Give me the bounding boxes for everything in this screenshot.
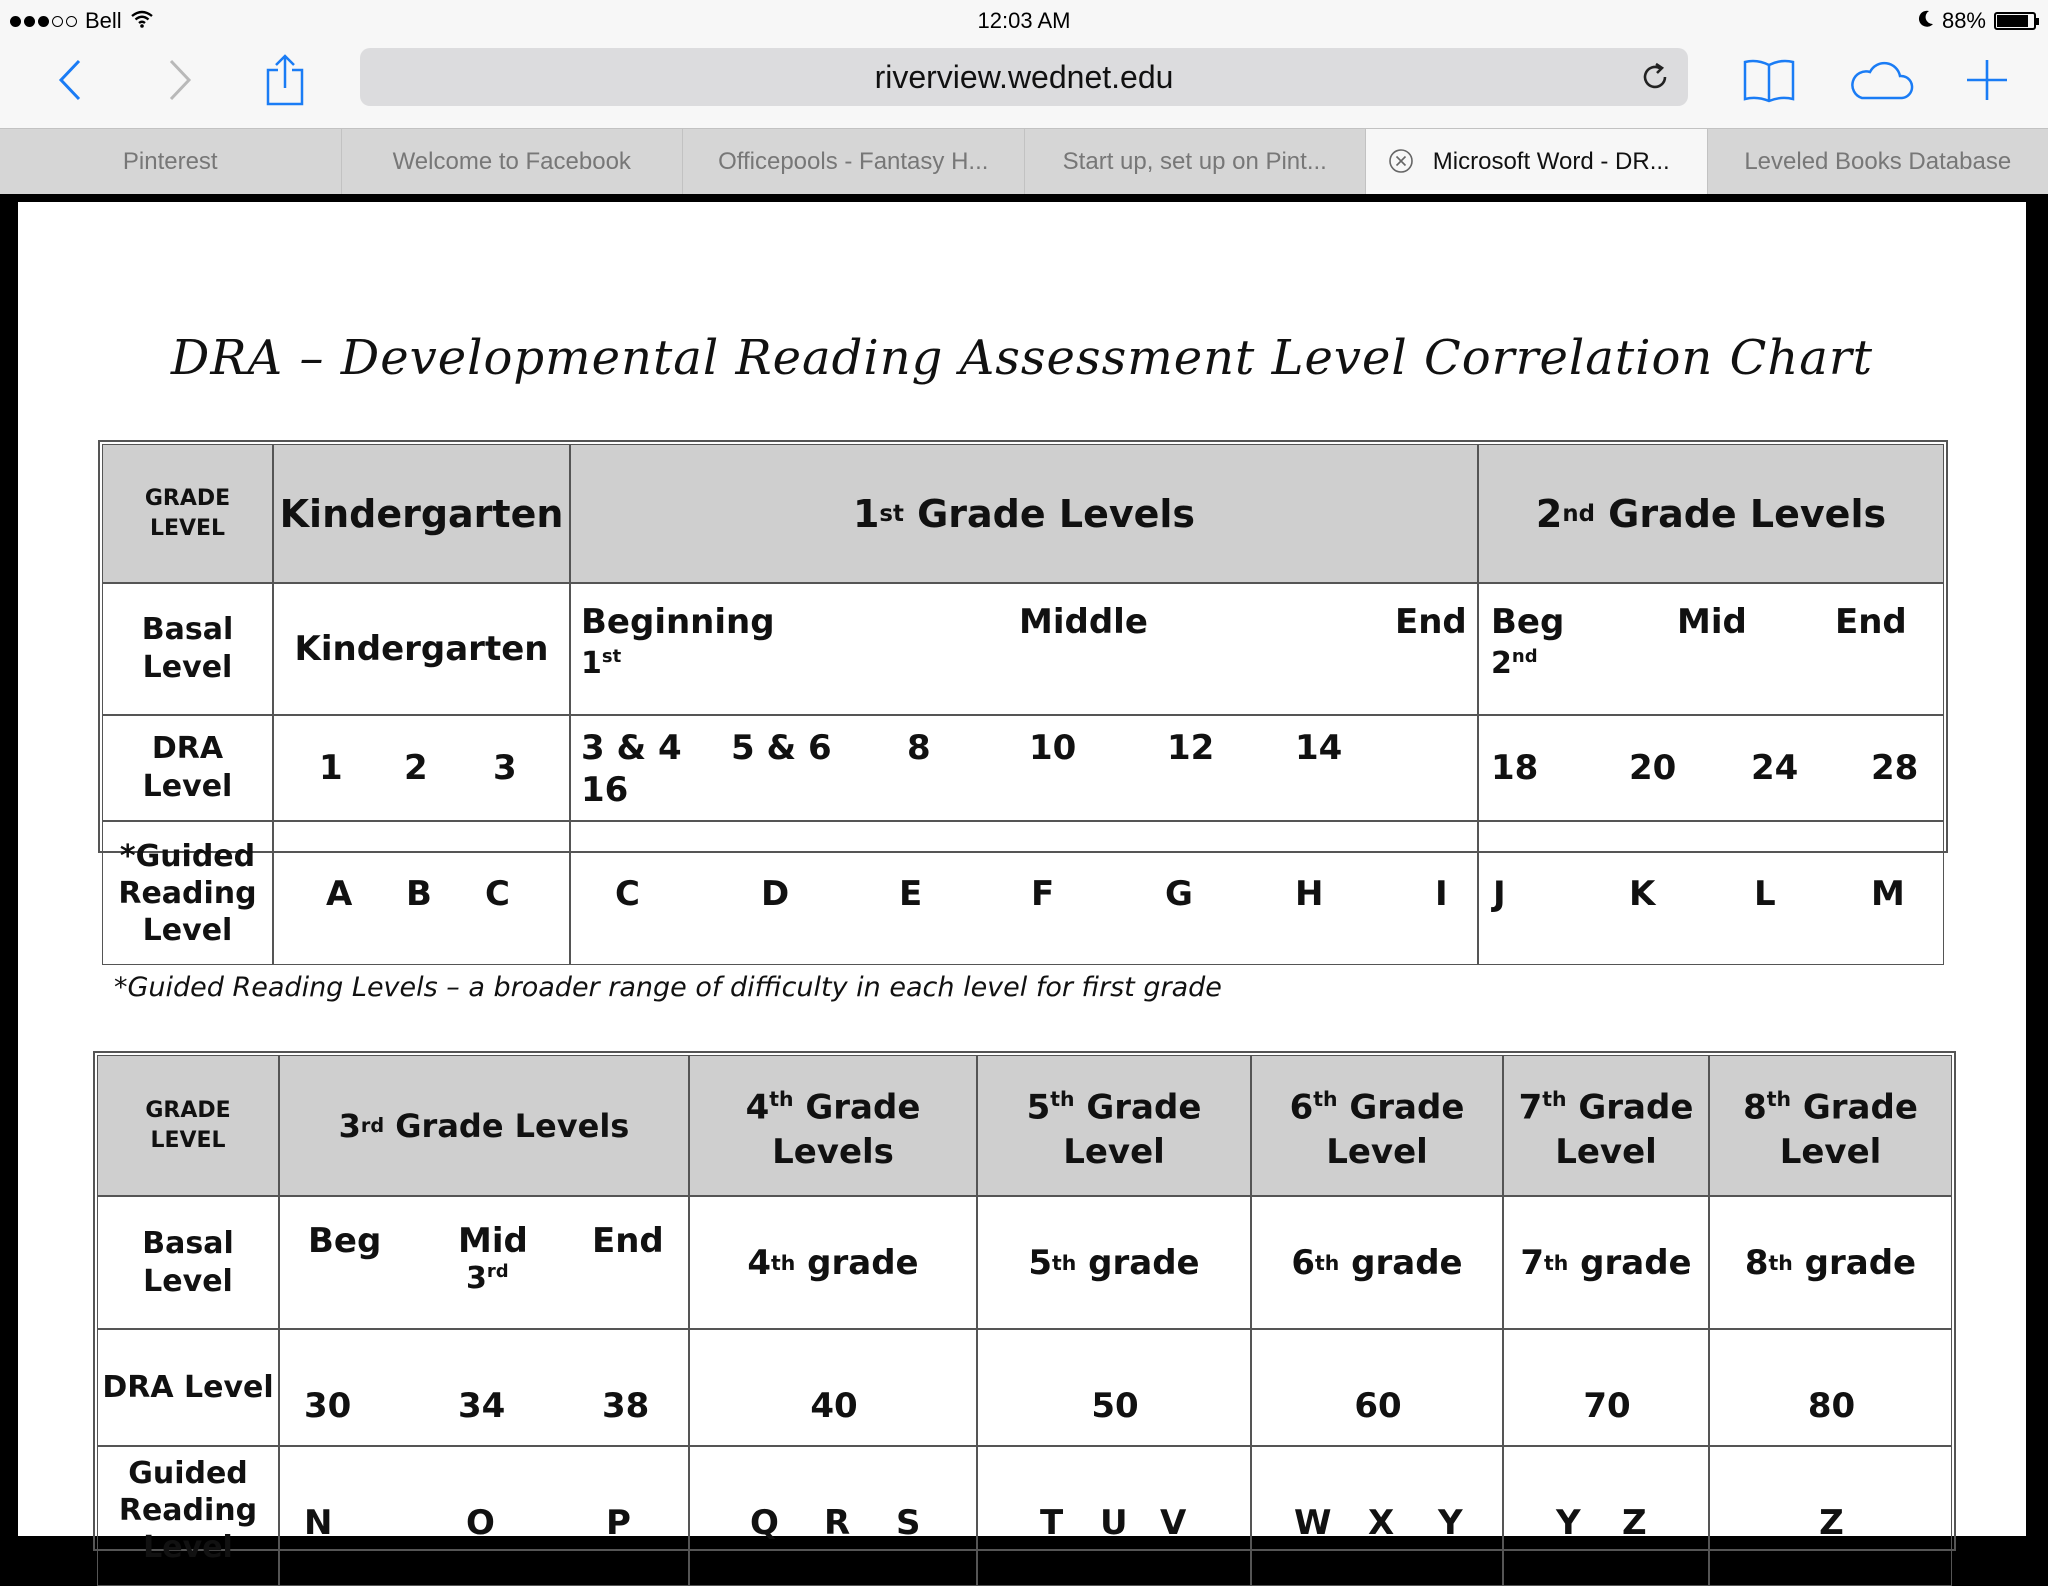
t2-sixth-grade-header: 6th Grade Level — [1251, 1055, 1503, 1196]
clock: 12:03 AM — [0, 8, 2048, 34]
t1-kinder-dra-2: 2 — [404, 748, 428, 788]
t2-seventh-guided-1: Y — [1556, 1503, 1581, 1543]
moon-icon — [1918, 8, 1934, 34]
t1-kinder-dra-1: 1 — [319, 748, 343, 788]
tab-microsoft-word[interactable]: Microsoft Word - DR... — [1366, 129, 1708, 194]
t1-second-basal-mid: Mid — [1677, 602, 1747, 642]
bookmarks-button[interactable] — [1742, 52, 1796, 112]
tab-officepools[interactable]: Officepools - Fantasy H... — [683, 129, 1025, 194]
t1-first-dra-3: 8 — [907, 728, 931, 768]
t1-second-dra-3: 24 — [1751, 748, 1798, 788]
t1-kinder-guided-b: B — [406, 874, 432, 914]
footnote: *Guided Reading Levels – a broader range of difficulty in each level for first grade — [114, 972, 1222, 1003]
t2-sixth-guided-3: Y — [1438, 1503, 1463, 1543]
t2-grade-level-header: GRADE LEVEL — [97, 1055, 279, 1196]
t2-eighth-grade-header: 8th Grade Level — [1709, 1055, 1952, 1196]
t2-third-guided-1: N — [304, 1503, 332, 1543]
t2-eighth-dra-cell — [1709, 1329, 1952, 1446]
t2-fifth-guided-2: U — [1100, 1503, 1128, 1543]
t2-fifth-guided-3: V — [1160, 1503, 1186, 1543]
t1-kinder-guided-c: C — [485, 874, 510, 914]
document-title: DRA – Developmental Reading Assessment Level Correlation Chart — [18, 330, 2026, 386]
book-icon — [1742, 57, 1796, 107]
t2-third-guided-3: P — [606, 1503, 631, 1543]
t2-third-basal-cell — [279, 1196, 689, 1329]
status-right — [1918, 8, 2036, 34]
t2-sixth-guided-2: X — [1368, 1503, 1394, 1543]
t2-eighth-dra: 80 — [1710, 1386, 1953, 1426]
t2-third-basal-beg: Beg — [308, 1221, 381, 1261]
t1-second-basal-beg: Beg — [1491, 602, 1564, 642]
t1-guided-level-header: *Guided Reading Level — [102, 821, 273, 965]
t1-second-dra-1: 18 — [1491, 748, 1538, 788]
t2-fourth-dra-cell — [689, 1329, 977, 1446]
battery-percent: 88% — [1942, 8, 1986, 34]
t2-basal-level-header: Basal Level — [97, 1196, 279, 1329]
t1-first-basal-cell — [570, 583, 1478, 715]
t2-fourth-guided-1: Q — [750, 1503, 779, 1543]
t1-first-guided-6: H — [1295, 874, 1323, 914]
t2-third-dra-3: 38 — [602, 1386, 649, 1426]
t1-second-guided-3: L — [1754, 874, 1776, 914]
t1-first-dra-4: 10 — [1029, 728, 1076, 768]
t1-first-basal-sub: 1st — [581, 646, 621, 681]
t2-third-basal-mid: Mid — [458, 1221, 528, 1261]
t2-sixth-dra: 60 — [1252, 1386, 1504, 1426]
browser-toolbar — [0, 42, 2048, 128]
t2-sixth-basal: 6 th grade — [1251, 1196, 1503, 1329]
t1-second-guided-cell — [1478, 821, 1944, 965]
t1-second-guided-1: J — [1493, 874, 1506, 914]
t1-kindergarten-header: Kindergarten — [273, 444, 570, 583]
t2-eighth-guided-cell — [1709, 1446, 1952, 1586]
t1-basal-level-header: Basal Level — [102, 583, 273, 715]
t2-seventh-guided-cell — [1503, 1446, 1709, 1586]
t2-fifth-dra-cell — [977, 1329, 1251, 1446]
t2-seventh-grade-header: 7th Grade Level — [1503, 1055, 1709, 1196]
t2-third-dra-2: 34 — [458, 1386, 505, 1426]
t2-sixth-guided-1: W — [1294, 1503, 1332, 1543]
t2-eighth-basal: 8 th grade — [1709, 1196, 1952, 1329]
t2-seventh-basal: 7 th grade — [1503, 1196, 1709, 1329]
t1-second-guided-2: K — [1629, 874, 1655, 914]
t1-second-dra-4: 28 — [1871, 748, 1918, 788]
t2-guided-level-header: Guided Reading Level — [97, 1446, 279, 1586]
t1-first-guided-cell — [570, 821, 1478, 965]
t1-first-guided-5: G — [1165, 874, 1193, 914]
t2-seventh-dra-cell — [1503, 1329, 1709, 1446]
new-tab-button[interactable] — [1964, 52, 2010, 112]
t2-fifth-guided-1: T — [1040, 1503, 1063, 1543]
t2-fourth-grade-header: 4th Grade Levels — [689, 1055, 977, 1196]
t1-first-guided-1: C — [615, 874, 640, 914]
t2-eighth-guided-1: Z — [1710, 1503, 1953, 1543]
t1-first-guided-7: I — [1435, 874, 1448, 914]
t1-second-dra-2: 20 — [1629, 748, 1676, 788]
t2-third-dra-1: 30 — [304, 1386, 351, 1426]
t1-grade-level-header: GRADE LEVEL — [102, 444, 273, 583]
t2-fourth-guided-cell — [689, 1446, 977, 1586]
t2-fifth-basal: 5 th grade — [977, 1196, 1251, 1329]
t1-first-grade-header: 1 st Grade Levels — [570, 444, 1478, 583]
t1-second-basal-end: End — [1835, 602, 1907, 642]
t1-first-basal-end: End — [1395, 602, 1467, 642]
t2-fourth-guided-2: R — [824, 1503, 850, 1543]
t1-first-dra-5: 12 — [1167, 728, 1214, 768]
t2-third-dra-cell — [279, 1329, 689, 1446]
t1-first-dra-7: 16 — [581, 770, 628, 810]
t2-fourth-guided-3: S — [896, 1503, 921, 1543]
t2-dra-level-header: DRA Level — [97, 1329, 279, 1446]
t1-first-basal-middle: Middle — [1019, 602, 1148, 642]
t1-kinder-dra-cell — [273, 715, 570, 821]
t1-first-guided-2: D — [761, 874, 789, 914]
url-text: riverview.wednet.edu — [875, 59, 1174, 96]
tab-bar — [0, 128, 2048, 194]
t1-first-dra-cell — [570, 715, 1478, 821]
t1-second-basal-sub: 2nd — [1491, 646, 1538, 681]
t1-first-dra-2: 5 & 6 — [731, 728, 832, 768]
t1-kinder-guided-a: A — [326, 874, 352, 914]
t2-third-guided-2: O — [466, 1503, 495, 1543]
t1-dra-level-header: DRA Level — [102, 715, 273, 821]
t1-second-dra-cell — [1478, 715, 1944, 821]
t1-kinder-basal: Kindergarten — [273, 583, 570, 715]
status-bar — [0, 0, 2048, 42]
forward-button[interactable] — [160, 52, 200, 112]
t2-seventh-guided-2: Z — [1622, 1503, 1647, 1543]
t2-sixth-dra-cell — [1251, 1329, 1503, 1446]
battery-icon — [1994, 12, 2036, 30]
t2-third-grade-header: 3 rd Grade Levels — [279, 1055, 689, 1196]
tab-facebook[interactable]: Welcome to Facebook — [342, 129, 684, 194]
t1-kinder-guided-cell — [273, 821, 570, 965]
t2-third-basal-sub: 3rd — [466, 1261, 509, 1296]
t2-fourth-basal: 4 th grade — [689, 1196, 977, 1329]
t2-third-basal-end: End — [592, 1221, 664, 1261]
cloud-icon — [1846, 58, 1916, 106]
share-icon — [264, 54, 306, 110]
t2-fourth-dra: 40 — [690, 1386, 978, 1426]
t2-seventh-dra: 70 — [1504, 1386, 1710, 1426]
reload-icon[interactable] — [1640, 62, 1670, 100]
t2-fifth-grade-header: 5th Grade Level — [977, 1055, 1251, 1196]
carrier-name: Bell — [85, 8, 122, 34]
tab-pinterest[interactable]: Pinterest — [0, 129, 342, 194]
chevron-right-icon — [168, 58, 192, 106]
back-button[interactable] — [50, 52, 90, 112]
t2-third-guided-cell — [279, 1446, 689, 1586]
t1-second-basal-cell — [1478, 583, 1944, 715]
t2-fifth-guided-cell — [977, 1446, 1251, 1586]
t1-first-guided-4: F — [1031, 874, 1054, 914]
icloud-tabs-button[interactable] — [1846, 52, 1916, 112]
address-bar[interactable] — [360, 48, 1688, 106]
t1-first-guided-3: E — [899, 874, 922, 914]
t2-sixth-guided-cell — [1251, 1446, 1503, 1586]
t1-first-dra-1: 3 & 4 — [581, 728, 682, 768]
t1-kinder-dra-3: 3 — [493, 748, 517, 788]
t2-fifth-dra: 50 — [978, 1386, 1252, 1426]
plus-icon — [1965, 58, 2009, 106]
t1-first-basal-beginning: Beginning — [581, 602, 775, 642]
t1-first-dra-6: 14 — [1295, 728, 1342, 768]
t1-second-grade-header: 2 nd Grade Levels — [1478, 444, 1944, 583]
document-page — [18, 202, 2026, 1536]
t1-second-guided-4: M — [1871, 874, 1905, 914]
share-button[interactable] — [262, 52, 308, 112]
close-tab-icon[interactable] — [1388, 148, 1414, 181]
chevron-left-icon — [58, 58, 82, 106]
tab-leveled-books[interactable]: Leveled Books Database — [1708, 129, 2048, 194]
tab-pinterest-startup[interactable]: Start up, set up on Pint... — [1025, 129, 1367, 194]
